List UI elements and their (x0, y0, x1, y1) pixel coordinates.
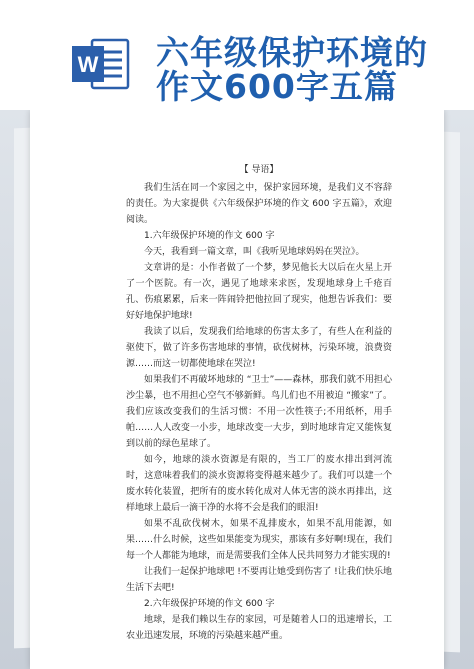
document-preview-area (0, 110, 474, 669)
document-page (30, 110, 444, 669)
paragraph: 我们生活在同一个家园之中，保护家园环境，是我们义不容辞的责任。为大家提供《六年级保护环境的作文 600 字五篇》，欢迎阅读。 (126, 183, 392, 225)
paragraph: 地球，是我们赖以生存的家园，可是随着人口的迅速增长，工农业迅速发展，环境的污染越来越严重。 (126, 615, 392, 641)
header (0, 0, 474, 110)
document-body (126, 162, 392, 644)
paragraph: 让我们一起保护地球吧 !不要再让她受到伤害了 !让我们快乐地生活下去吧! (126, 567, 392, 593)
paragraph: 如今，地球的淡水资源是有限的，当工厂的废水排出到河流时，这意味着我们的淡水资源将变得越来越少了。我们可以建一个废水转化装置，把所有的废水转化成对人体无害的淡水再排出，这样地球上最后一滴干净的水将不会是我们的眼泪! (126, 455, 392, 513)
page-title-line-2: 作文600字五篇 (156, 67, 398, 106)
page-title-line-1: 六年级保护环境的 (156, 33, 428, 72)
section-heading: 2.六年级保护环境的作文 600 字 (144, 599, 275, 609)
paragraph: 我读了以后，发现我们给地球的伤害太多了，有些人在利益的驱使下，做了许多伤害地球的事情，砍伐树林，污染环境，浪费资源……而这一切都使地球在哭泣! (126, 327, 392, 369)
guide-label: 【 导语】 (239, 165, 279, 175)
svg-text:W: W (77, 52, 99, 77)
paragraph: 如果不乱砍伐树木，如果不乱排废水，如果不乱用能源，如果……什么时候，这些如果能变为现实，那该有多好啊!现在，我们每一个人都能为地球，而是需要我们全体人民共同努力才能实现的! (126, 519, 392, 561)
paragraph: 今天，我看到一篇文章，叫《我听见地球妈妈在哭泣》。 (144, 247, 365, 257)
section-heading: 1.六年级保护环境的作文 600 字 (144, 231, 275, 241)
paragraph: 如果我们不再破坏地球的 “卫士”——森林，那我们就不用担心沙尘暴，也不用担心空气不够新鲜。鸟儿们也不用被迫 “搬家”了。我们应该改变我们的生活习惯：不用一次性筷子;不用纸杯，用手帕……人人改变一小步，地球改变一大步，到时地球肯定又能恢复到以前的绿色星球了。 (126, 375, 392, 449)
page-back-sheet-right (442, 132, 460, 653)
paragraph: 文章讲的是：小作者做了一个梦，梦见他长大以后在火星上开了一个医院。有一次，遇见了地球来求医，发现地球身上千疮百孔、伤痕累累，后来一阵闹铃把他拉回了现实，他想告诉我们：要好好地保护地球! (126, 263, 392, 321)
word-doc-icon (70, 36, 132, 92)
